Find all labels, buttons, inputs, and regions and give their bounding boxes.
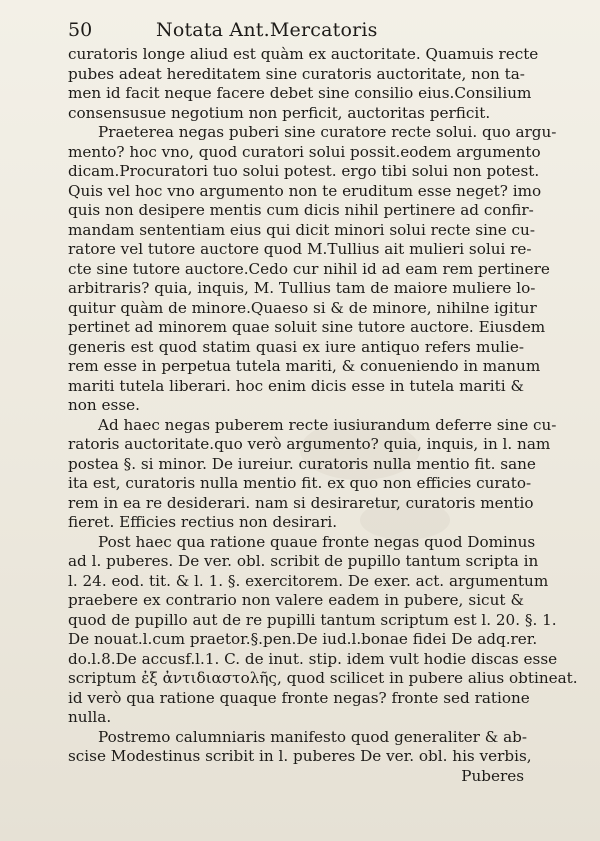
text-line: ad l. puberes. De ver. obl. scribit de pupillo tantum scripta in <box>68 552 539 570</box>
text-line: non esse. <box>68 396 140 414</box>
text-line: quod de pupillo aut de re pupilli tantum scriptum est l. 20. §. 1. <box>68 610 557 629</box>
text-line: men id facit neque facere debet sine consilio eius.Consilium <box>68 84 532 102</box>
text-line: cte sine tutore auctore.Cedo cur nihil id ad eam rem pertinere <box>68 259 550 278</box>
text-line: mariti tutela liberari. hoc enim dicis esse in tutela mariti & <box>68 376 524 395</box>
text-line: Post haec qua ratione quaue fronte negas quod Dominus <box>98 532 536 551</box>
text-line: quitur quàm de minore.Quaeso si & de minore, nihilne igitur <box>68 298 537 317</box>
text-line: pubes adeat hereditatem sine curatoris auctoritate, non ta- <box>68 64 525 83</box>
text-line: dicam.Procuratori tuo solui potest. ergo tibi solui non potest. <box>68 162 540 180</box>
text-line: quis non desipere mentis cum dicis nihil pertinere ad confir- <box>68 201 534 219</box>
text-line: Postremo calumniaris manifesto quod generaliter & ab- <box>98 727 528 746</box>
text-line: Quis vel hoc vno argumento non te eruditum esse neget? imo <box>68 181 542 200</box>
text-line: De nouat.l.cum praetor.§.pen.De iud.l.bonae fidei De adq.rer. <box>68 630 538 648</box>
running-head: Notata Ant.Mercatoris <box>156 19 378 41</box>
text-line: curatoris longe aliud est quàm ex auctoritate. Quamuis recte <box>68 45 539 63</box>
text-line: rem esse in perpetua tutela mariti, & conueniendo in manum <box>68 357 541 375</box>
text-line: do.l.8.De accusf.l.1. C. de inut. stip. idem vult hodie discas esse <box>68 649 558 668</box>
text-line: ratore vel tutore auctore quod M.Tullius ait mulieri solui re- <box>68 240 532 258</box>
text-line: consensusue negotium non perficit, auctoritas perficit. <box>68 103 491 122</box>
text-line: Ad haec negas puberem recte iusiurandum deferre sine cu- <box>98 415 557 434</box>
text-line: postea §. si minor. De iureiur. curatoris nulla mentio fit. sane <box>68 454 536 473</box>
text-line: praebere ex contrario non valere eadem in pubere, sicut & <box>68 591 524 609</box>
text-line: id verò qua ratione quaque fronte negas? fronte sed ratione <box>68 688 530 707</box>
page-header <box>68 16 532 44</box>
text-line: Praeterea negas puberi sine curatore recte solui. quo argu- <box>98 123 557 141</box>
text-line: rem in ea re desiderari. nam si desiraretur, curatoris mentio <box>68 493 534 512</box>
text-line: arbitraris? quia, inquis, M. Tullius tam de maiore muliere lo- <box>68 279 536 297</box>
body-text <box>68 45 578 786</box>
text-line: scise Modestinus scribit in l. puberes De ver. obl. his verbis, <box>68 747 532 765</box>
text-line: ratoris auctoritate.quo verò argumento? quia, inquis, in l. nam <box>68 435 551 453</box>
text-line: ita est, curatoris nulla mentio fit. ex quo non efficies curato- <box>68 474 532 492</box>
text-line: scriptum ἐξ ἀντιδιαστολῆς, quod scilicet in pubere alius obtineat. <box>68 669 578 687</box>
page-number: 50 <box>68 19 93 41</box>
text-line: l. 24. eod. tit. & l. 1. §. exercitorem. De exer. act. argumentum <box>68 571 549 590</box>
text-line: nulla. <box>68 708 112 726</box>
text-line: fieret. Efficies rectius non desirari. <box>68 513 338 531</box>
text-line: generis est quod statim quasi ex iure antiquo refers mulie- <box>68 337 524 356</box>
catchword: Puberes <box>461 766 524 785</box>
text-line: mandam sententiam eius qui dicit minori solui recte sine cu- <box>68 220 535 239</box>
text-line: pertinet ad minorem quae soluit sine tutore auctore. Eiusdem <box>68 318 546 336</box>
text-line: mento? hoc vno, quod curatori solui possit.eodem argumento <box>68 142 541 161</box>
